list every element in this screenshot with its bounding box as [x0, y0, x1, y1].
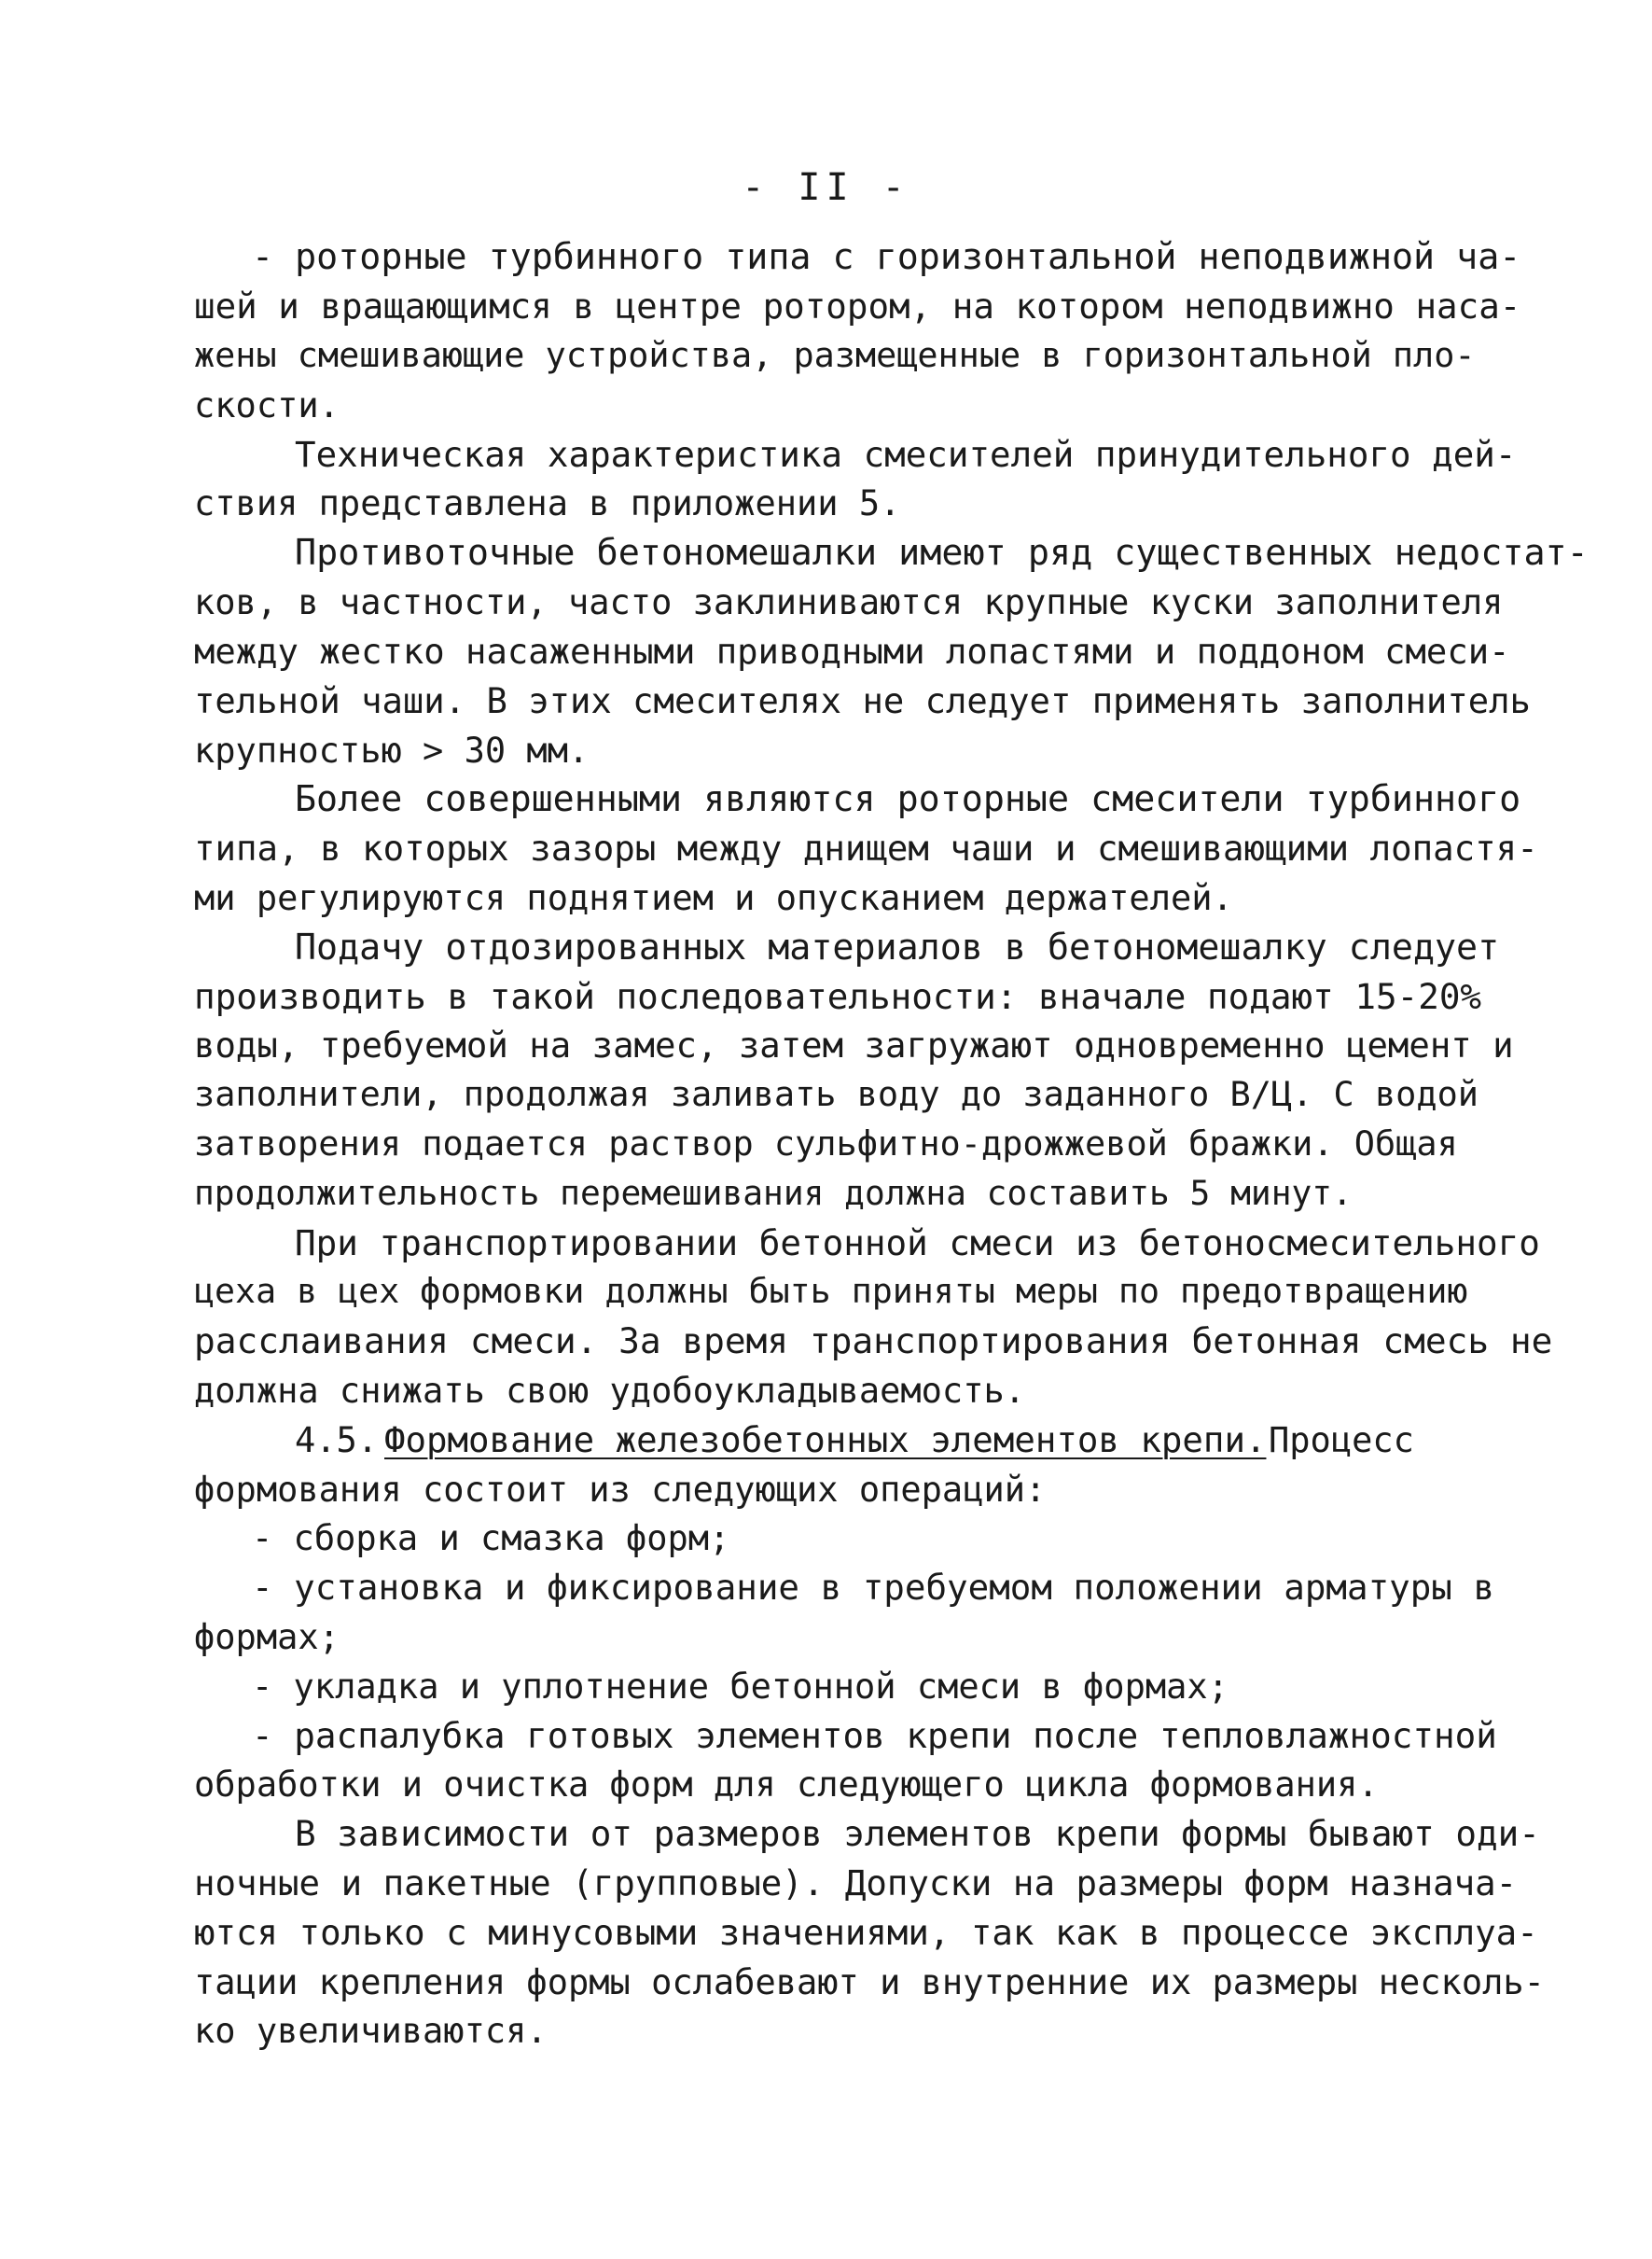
list-item: - установка и фиксирование в требуемом положении арматуры в	[252, 1567, 1495, 1608]
text-line: жены смешивающие устройства, размещенные в горизонтальной пло-	[194, 335, 1476, 375]
text-line: цеха в цех формовки должны быть приняты меры по предотвращению	[194, 1271, 1468, 1311]
text-line: ствия представлена в приложении 5.	[194, 483, 901, 523]
text-line: Более совершенными являются роторные смесители турбинного	[295, 778, 1521, 820]
text-line: формах;	[194, 1617, 340, 1657]
text-line: воды, требуемой на замес, затем загружают одновременно цемент и	[194, 1025, 1514, 1066]
text-line: формования состоит из следующих операций:	[194, 1470, 1047, 1510]
text-line: Подачу отдозированных материалов в бетономешалку следует	[295, 927, 1500, 969]
text-line: Противоточные бетономешалки имеют ряд существенных недостат-	[295, 532, 1589, 574]
text-line: расслаивания смеси. За время транспортирования бетонная смесь не	[194, 1320, 1553, 1361]
text-line: затворения подается раствор сульфитно-дрожжевой бражки. Общая	[194, 1123, 1458, 1164]
text-line: Техническая характеристика смесителей принудительного дей-	[295, 434, 1517, 475]
text-line: скости.	[194, 385, 340, 425]
text-line: заполнители, продолжая заливать воду до заданного В/Ц. С водой	[194, 1074, 1479, 1114]
text-line: ночные и пакетные (групповые). Допуски на размеры форм назнача-	[194, 1862, 1518, 1903]
text-line: тельной чаши. В этих смесителях не следует применять заполнитель	[194, 680, 1531, 721]
text-line: ков, в частности, часто заклиниваются крупные куски заполнителя	[194, 582, 1504, 622]
text-line: должна снижать свою удобоукладываемость.	[194, 1371, 1026, 1411]
text-line: продолжительность перемешивания должна составить 5 минут.	[194, 1173, 1353, 1213]
list-item: - укладка и уплотнение бетонной смеси в формах;	[252, 1666, 1229, 1707]
list-item: - сборка и смазка форм;	[252, 1518, 730, 1558]
text-line: тации крепления формы ослабевают и внутренние их размеры несколь-	[194, 1962, 1545, 2002]
text-line: - роторные турбинного типа с горизонтальной неподвижной ча-	[252, 236, 1521, 278]
text-line: между жестко насаженными приводными лопастями и поддоном смеси-	[194, 631, 1510, 672]
text-line: ми регулируются поднятием и опусканием держателей.	[194, 878, 1233, 918]
text-line: ко увеличиваются.	[194, 2011, 548, 2051]
section-heading: Формование железобетонных элементов крепи.	[384, 1419, 1267, 1460]
section-number: 4.5.	[295, 1420, 379, 1460]
text-line: типа, в которых зазоры между днищем чаши и смешивающими лопастя-	[194, 828, 1538, 869]
text-line: производить в такой последовательности: вначале подают 15-20%	[194, 976, 1482, 1017]
text-line: При транспортировании бетонной смеси из бетоносмесительного	[295, 1222, 1540, 1263]
text-line: обработки и очистка форм для следующего цикла формования.	[194, 1764, 1379, 1805]
list-item: - распалубка готовых элементов крепи после тепловлажностной	[252, 1715, 1497, 1756]
text-line: В зависимости от размеров элементов крепи формы бывают оди-	[295, 1813, 1540, 1854]
text-line: крупностью > 30 мм.	[194, 731, 590, 771]
text-line: ются только с минусовыми значениями, так как в процессе эксплуа-	[194, 1912, 1538, 1953]
text-line: шей и вращающимся в центре ротором, на котором неподвижно наса-	[194, 286, 1521, 327]
page-number: - II -	[742, 166, 910, 209]
text-line: Процесс	[1269, 1420, 1414, 1460]
